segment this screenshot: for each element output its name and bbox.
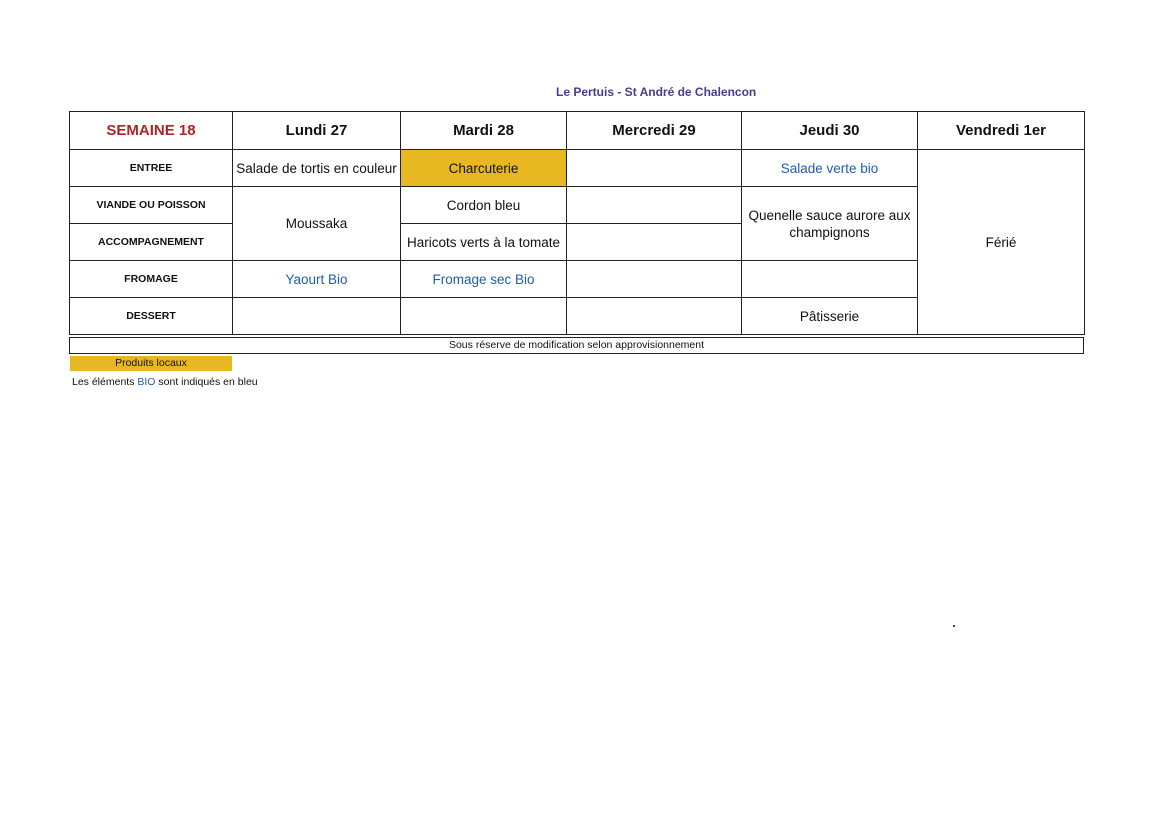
- cell-thursday-main: Quenelle sauce aurore aux champignons: [742, 187, 918, 261]
- day-header-tuesday: Mardi 28: [401, 112, 567, 150]
- legend-bio: [72, 376, 258, 388]
- row-label-viande: VIANDE OU POISSON: [70, 187, 233, 224]
- cell-wednesday-fromage: [567, 261, 742, 298]
- cell-tuesday-dessert: [401, 298, 567, 335]
- row-label-dessert: DESSERT: [70, 298, 233, 335]
- cell-wednesday-entree: [567, 150, 742, 187]
- supply-note: Sous réserve de modification selon approvisionnement: [69, 337, 1084, 354]
- cell-tuesday-fromage: Fromage sec Bio: [401, 261, 567, 298]
- legend-bio-prefix: Les éléments: [72, 376, 138, 388]
- cell-friday-ferie: Férié: [918, 150, 1085, 335]
- table-row-entree: [70, 150, 1085, 187]
- scan-speck: [953, 625, 955, 627]
- page-title: Le Pertuis - St André de Chalencon: [556, 85, 757, 99]
- cell-wednesday-accompagnement: [567, 224, 742, 261]
- cell-monday-entree: Salade de tortis en couleur: [233, 150, 401, 187]
- week-label: SEMAINE 18: [70, 112, 233, 150]
- cell-thursday-dessert: Pâtisserie: [742, 298, 918, 335]
- row-label-accompagnement: ACCOMPAGNEMENT: [70, 224, 233, 261]
- cell-tuesday-entree: Charcuterie: [401, 150, 567, 187]
- day-header-wednesday: Mercredi 29: [567, 112, 742, 150]
- cell-tuesday-viande: Cordon bleu: [401, 187, 567, 224]
- row-label-entree: ENTREE: [70, 150, 233, 187]
- legend-bio-word: BIO: [137, 376, 156, 388]
- day-header-friday: Vendredi 1er: [918, 112, 1085, 150]
- day-header-monday: Lundi 27: [233, 112, 401, 150]
- cell-thursday-fromage: [742, 261, 918, 298]
- legend-bio-suffix: sont indiqués en bleu: [155, 376, 258, 388]
- cell-thursday-entree: Salade verte bio: [742, 150, 918, 187]
- menu-table: [69, 111, 1085, 335]
- header-row: [70, 112, 1085, 150]
- day-header-thursday: Jeudi 30: [742, 112, 918, 150]
- cell-tuesday-accompagnement: Haricots verts à la tomate: [401, 224, 567, 261]
- row-label-fromage: FROMAGE: [70, 261, 233, 298]
- cell-monday-main: Moussaka: [233, 187, 401, 261]
- cell-wednesday-dessert: [567, 298, 742, 335]
- cell-wednesday-viande: [567, 187, 742, 224]
- cell-monday-dessert: [233, 298, 401, 335]
- legend-local-products: Produits locaux: [70, 356, 232, 371]
- cell-monday-fromage: Yaourt Bio: [233, 261, 401, 298]
